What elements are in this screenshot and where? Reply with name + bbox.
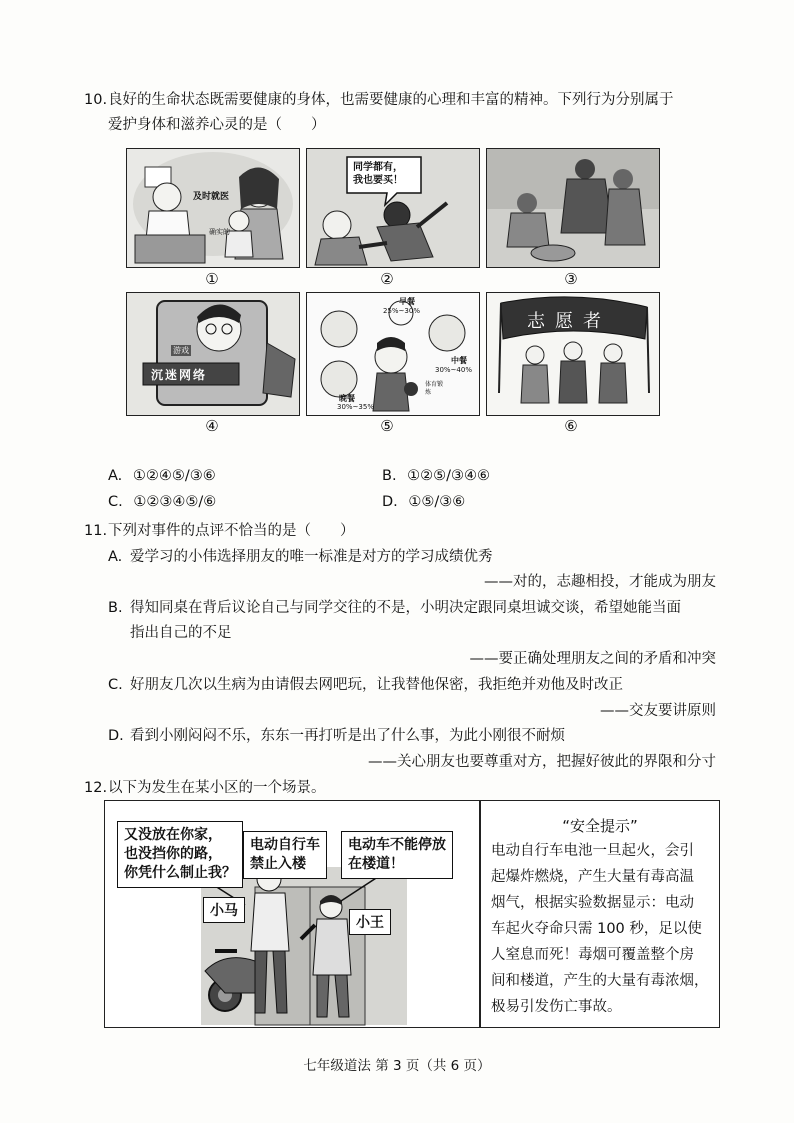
q10-option-b-text: ①②⑤/③④⑥ bbox=[407, 468, 491, 484]
bubble-xiaoma bbox=[117, 821, 243, 888]
panel-4-text2: 游戏 bbox=[173, 346, 189, 355]
bubble-xiaoma-line2: 也没挡你的路， bbox=[124, 846, 222, 862]
q11-d-line1: 看到小刚闷闷不乐，东东一再打听是出了什么事，为此小刚很不耐烦 bbox=[130, 728, 565, 744]
q10-option-c-key: C. bbox=[108, 494, 123, 510]
q10-option-b[interactable] bbox=[382, 468, 490, 484]
q11-d-key: D. bbox=[108, 728, 124, 744]
q10-option-a-text: ①②④⑤/③⑥ bbox=[132, 468, 216, 484]
panel-4-text1: 沉迷网络 bbox=[151, 368, 208, 382]
tip-line-5: 人窒息而死！毒烟可覆盖整个房 bbox=[491, 947, 694, 963]
q11-c-key: C. bbox=[108, 677, 123, 693]
q11-number: 11. bbox=[84, 523, 108, 539]
q11-d-comment: ——关心朋友也要尊重对方，把握好彼此的界限和分寸 bbox=[368, 754, 716, 770]
q10-option-a[interactable] bbox=[108, 468, 216, 484]
q10-option-d[interactable] bbox=[382, 494, 465, 510]
bubble-xiaoma-line3: 你凭什么制止我？ bbox=[124, 865, 236, 881]
bubble-xiaowang-line2: 在楼道！ bbox=[348, 856, 404, 872]
tip-title: “安全提示” bbox=[562, 817, 638, 835]
panel-5-pct2: 30%~40% bbox=[435, 366, 472, 374]
panel-5-meal2: 中餐 bbox=[451, 356, 467, 365]
panel-5-meals bbox=[306, 292, 480, 416]
panel-3-label: ③ bbox=[564, 270, 578, 288]
bubble-xiaowang bbox=[341, 831, 453, 879]
tip-line-3: 烟气，根据实验数据显示：电动 bbox=[491, 895, 694, 911]
q12-stem: 以下为发生在某小区的一个场景。 bbox=[108, 780, 326, 796]
q10-option-d-text: ①⑤/③⑥ bbox=[408, 494, 466, 510]
q10-option-a-key: A. bbox=[108, 468, 123, 484]
panel-2-text1: 同学都有， bbox=[353, 162, 403, 173]
q10-number: 10. bbox=[84, 92, 108, 108]
bubble-sign-line1: 电动自行车 bbox=[250, 837, 320, 853]
q11-b-line2: 指出自己的不足 bbox=[130, 625, 232, 641]
q11-c-line1: 好朋友几次以生病为由请假去网吧玩，让我替他保密，我拒绝并劝他及时改正 bbox=[130, 677, 623, 693]
panel-1-text2: 确实的 bbox=[209, 228, 230, 236]
panel-1-label: ① bbox=[205, 270, 219, 288]
name-tag-xiaoma: 小马 bbox=[203, 897, 245, 923]
q12-scene bbox=[104, 800, 720, 1028]
q11-stem: 下列对事件的点评不恰当的是（ ） bbox=[108, 523, 355, 539]
panel-5-side: 体育锻炼 bbox=[425, 381, 444, 396]
page-footer: 七年级道法 第 3 页（共 6 页） bbox=[303, 1058, 491, 1074]
q11-b-comment: ——要正确处理朋友之间的矛盾和冲突 bbox=[469, 651, 716, 667]
panel-1-doctor bbox=[126, 148, 300, 268]
tip-line-2: 起爆炸燃烧，产生大量有毒高温 bbox=[491, 869, 694, 885]
panel-5-meal3: 晚餐 bbox=[339, 394, 355, 403]
panel-6-volunteers bbox=[486, 292, 660, 416]
q10-option-c-text: ①②③④⑤/⑥ bbox=[133, 494, 217, 510]
panel-2-label: ② bbox=[380, 270, 394, 288]
panel-4-label: ④ bbox=[205, 417, 219, 435]
panel-5-pct3: 30%~35% bbox=[337, 403, 374, 411]
q11-c-comment: ——交友要讲原则 bbox=[600, 703, 716, 719]
panel-6-label: ⑥ bbox=[564, 417, 578, 435]
q10-option-b-key: B. bbox=[382, 468, 397, 484]
panel-2-demand bbox=[306, 148, 480, 268]
panel-4-internet bbox=[126, 292, 300, 416]
panel-5-label: ⑤ bbox=[380, 417, 394, 435]
q10-stem-line1: 良好的生命状态既需要健康的身体，也需要健康的心理和丰富的精神。下列行为分别属于 bbox=[108, 92, 674, 108]
q12-number: 12. bbox=[84, 780, 108, 796]
panel-5-meal1: 早餐 bbox=[399, 297, 415, 306]
q11-b-key: B. bbox=[108, 600, 123, 616]
q11-a-line1: 爱学习的小伟选择朋友的唯一标准是对方的学习成绩优秀 bbox=[130, 549, 493, 565]
q11-a-comment: ——对的，志趣相投，才能成为朋友 bbox=[484, 574, 716, 590]
panel-6-banner: 志愿者 bbox=[527, 311, 611, 332]
panel-1-text1: 及时就医 bbox=[193, 192, 230, 202]
q10-option-c[interactable] bbox=[108, 494, 216, 510]
bubble-sign-line2: 禁止入楼 bbox=[250, 856, 306, 872]
bubble-sign bbox=[243, 831, 327, 879]
bubble-xiaowang-line1: 电动车不能停放 bbox=[348, 837, 446, 853]
panel-3-family bbox=[486, 148, 660, 268]
tip-line-7: 极易引发伤亡事故。 bbox=[491, 999, 622, 1015]
q11-b-line1: 得知同桌在背后议论自己与同学交往的不是，小明决定跟同桌坦诚交谈，希望她能当面 bbox=[130, 600, 681, 616]
tip-line-1: 电动自行车电池一旦起火，会引 bbox=[491, 843, 694, 859]
tip-line-6: 间和楼道，产生的大量有毒浓烟， bbox=[491, 973, 709, 989]
q11-a-key: A. bbox=[108, 549, 123, 565]
q10-stem-line2: 爱护身体和滋养心灵的是（ ） bbox=[108, 117, 326, 133]
tip-line-4: 车起火夺命只需 100 秒，足以使 bbox=[491, 921, 702, 937]
bubble-xiaoma-line1: 又没放在你家， bbox=[124, 827, 222, 843]
name-tag-xiaowang: 小王 bbox=[349, 909, 391, 935]
q10-option-d-key: D. bbox=[382, 494, 398, 510]
panel-5-pct1: 25%~30% bbox=[383, 307, 420, 315]
panel-2-text2: 我也要买！ bbox=[353, 175, 403, 186]
